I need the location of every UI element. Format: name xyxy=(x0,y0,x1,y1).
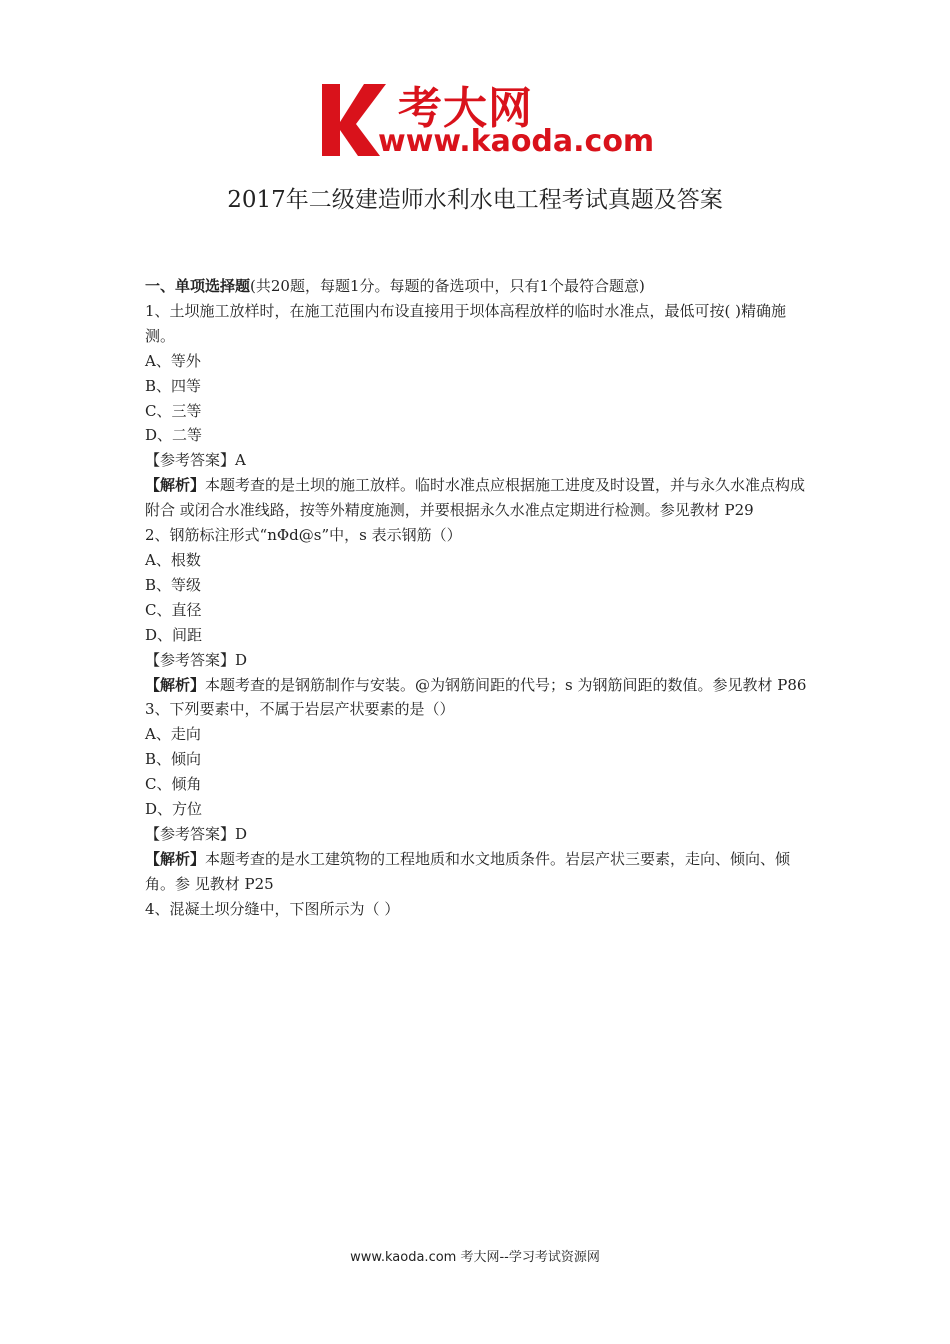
kaoda-logo xyxy=(316,76,655,160)
answer: 【参考答案】D xyxy=(145,650,248,669)
option: B、等级 xyxy=(145,575,202,594)
brand-url: www.kaoda.com xyxy=(378,124,655,159)
analysis: 【解析】本题考查的是钢筋制作与安装。@为钢筋间距的代号；s 为钢筋间距的数值。参见教材 P86 xyxy=(145,675,807,694)
answer: 【参考答案】D xyxy=(145,824,248,843)
option: C、直径 xyxy=(145,600,202,619)
question-stem: 3、下列要素中，不属于岩层产状要素的是（） xyxy=(145,700,455,719)
analysis: 【解析】本题考查的是水工建筑物的工程地质和水文地质条件。岩层产状三要素，走向、倾向、倾角。参 见教材 P25 xyxy=(145,849,791,893)
document-title: 2017年二级建造师水利水电工程考试真题及答案 xyxy=(227,187,723,213)
question-stem: 2、钢筋标注形式“nΦd@s”中，s 表示钢筋（） xyxy=(145,526,462,545)
option: B、四等 xyxy=(145,376,202,395)
section-heading: 一、单项选择题(共20题，每题1分。每题的备选项中，只有1个最符合题意) xyxy=(145,277,645,295)
question-stem: 4、混凝土坝分缝中，下图所示为（ ） xyxy=(145,899,400,918)
option: B、倾向 xyxy=(145,750,202,769)
option: C、倾角 xyxy=(145,775,202,794)
option: A、根数 xyxy=(145,550,201,569)
option: A、走向 xyxy=(145,725,201,744)
page-footer: www.kaoda.com 考大网--学习考试资源网 xyxy=(350,1250,600,1265)
brand-name: 考大网 xyxy=(398,83,533,134)
option: C、三等 xyxy=(145,401,202,420)
option: D、间距 xyxy=(145,625,203,644)
analysis: 【解析】本题考查的是土坝的施工放样。临时水准点应根据施工进度及时设置，并与永久水准点构成附合 或闭合水准线路，按等外精度施测，并要根据永久水准点定期进行检测。参见教材 P29 xyxy=(145,476,806,520)
option: D、方位 xyxy=(145,800,203,819)
document-body xyxy=(145,274,815,922)
option: A、等外 xyxy=(145,351,201,370)
answer: 【参考答案】A xyxy=(145,451,246,470)
option: D、二等 xyxy=(145,426,203,445)
question-stem: 1、土坝施工放样时，在施工范围内布设直接用于坝体高程放样的临时水准点，最低可按( )精确施测。 xyxy=(145,301,787,345)
